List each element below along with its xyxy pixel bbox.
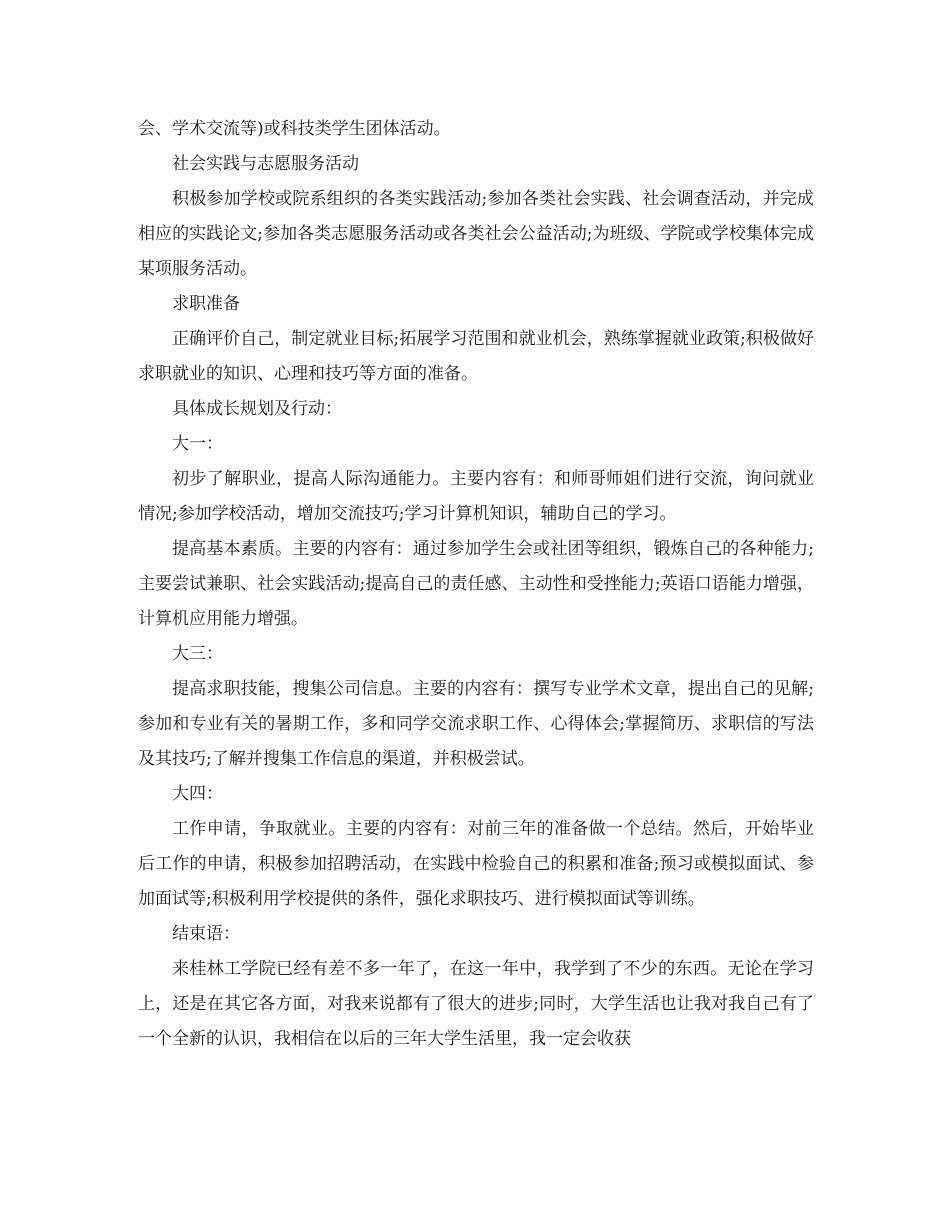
heading-year-one: 大一： [172, 434, 223, 454]
heading-social-practice: 社会实践与志愿服务活动 [172, 154, 359, 174]
paragraph-continuation: 会、学术交流等)或科技类学生团体活动。 [138, 119, 451, 139]
document-body [138, 112, 814, 1057]
heading-growth-plan: 具体成长规划及行动： [172, 399, 342, 419]
heading-job-preparation: 求职准备 [172, 294, 240, 314]
paragraph-social-practice: 积极参加学校或院系组织的各类实践活动;参加各类社会实践、社会调查活动，并完成相应的实践论文;参加各类志愿服务活动或各类社会公益活动;为班级、学院或学校集体完成某项服务活动。 [138, 189, 814, 279]
paragraph-year-three: 提高求职技能，搜集公司信息。主要的内容有：撰写专业学术文章，提出自己的见解;参加和专业有关的暑期工作，多和同学交流求职工作、心得体会;掌握简历、求职信的写法及其技巧;了解并搜集工作信息的渠道，并积极尝试。 [138, 679, 814, 769]
paragraph-year-one: 初步了解职业，提高人际沟通能力。主要内容有：和师哥师姐们进行交流，询问就业情况;参加学校活动，增加交流技巧;学习计算机知识，辅助自己的学习。 [138, 469, 814, 524]
paragraph-job-preparation: 正确评价自己，制定就业目标;拓展学习范围和就业机会，熟练掌握就业政策;积极做好求职就业的知识、心理和技巧等方面的准备。 [138, 329, 814, 384]
paragraph-conclusion: 来桂林工学院已经有差不多一年了，在这一年中，我学到了不少的东西。无论在学习上，还是在其它各方面，对我来说都有了很大的进步;同时，大学生活也让我对我自己有了一个全新的认识，我相信在以后的三年大学生活里，我一定会收获 [138, 959, 814, 1049]
heading-year-four: 大四： [172, 784, 223, 804]
heading-conclusion: 结束语： [172, 924, 240, 944]
heading-year-three: 大三： [172, 644, 223, 664]
paragraph-basic-quality: 提高基本素质。主要的内容有：通过参加学生会或社团等组织，锻炼自己的各种能力;主要尝试兼职、社会实践活动;提高自己的责任感、主动性和受挫能力;英语口语能力增强，计算机应用能力增强。 [138, 539, 814, 629]
paragraph-year-four: 工作申请，争取就业。主要的内容有：对前三年的准备做一个总结。然后，开始毕业后工作的申请，积极参加招聘活动，在实践中检验自己的积累和准备;预习或模拟面试、参加面试等;积极利用学校提供的条件，强化求职技巧、进行模拟面试等训练。 [138, 819, 814, 909]
